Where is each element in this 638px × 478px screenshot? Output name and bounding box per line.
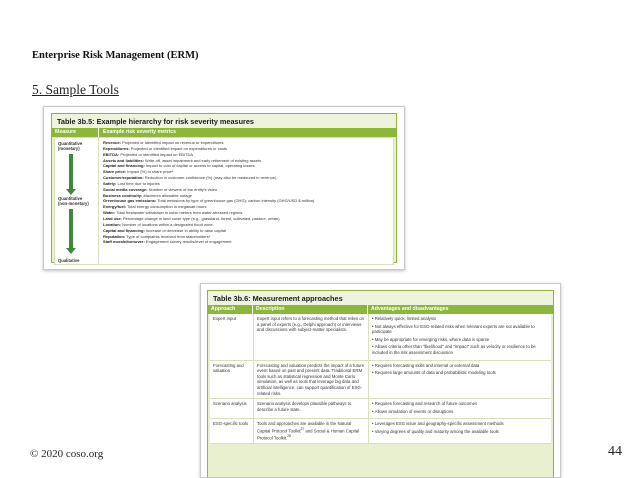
metric-description: Percentage change in land cover type (e.g., grassland, forest, cultivated, pasture, urban) — [121, 215, 280, 221]
metric-name: Water: — [103, 210, 116, 216]
arrow-shaft — [69, 154, 73, 190]
metric-name: Expenditures: — [103, 145, 130, 151]
metric-name: Capital and financing: — [103, 163, 145, 169]
measure-column — [55, 138, 99, 264]
approach-cell: Scenario analysis — [210, 399, 254, 418]
metric-name: Share price: — [103, 169, 127, 175]
metric-name: Capital and financing: — [103, 227, 145, 233]
metric-description: Total energy consumption in megawatt hours — [126, 204, 207, 210]
description-cell: Expert input refers to a forecasting method that relies on a panel of experts (e.g., Delphi approach) or interviews and discussions with subject-matter specialists. — [254, 314, 369, 360]
measurement-approaches-table — [207, 290, 554, 478]
table-row — [210, 399, 551, 419]
description-cell: Forecasting and valuation predicts the impact of a future event based on past and present data. Traditional ERM tools such as statistical regression and Monte Carlo simulation, as well as tools that leverage big data and artificial intelligence, can support quantification of ESG-related risks. — [254, 361, 369, 399]
metric-name: Location: — [103, 221, 121, 227]
metric-description: Impact (%) in share price* — [126, 169, 174, 175]
advantage-point: • Requires forecasting and research of future outcomes — [372, 401, 548, 407]
advantage-point: • Leverages ESG issue and geography-specific assessment methods — [372, 421, 548, 427]
advantage-point: • Allows simulation of events or disruptions — [372, 409, 548, 415]
metric-description: Increase or decrease in ability to raise capital — [144, 227, 226, 233]
risk-severity-table — [51, 113, 397, 263]
table-row — [210, 361, 551, 400]
table-caption: Table 3b.5: Example hierarchy for risk severity measures — [52, 114, 396, 128]
table-caption: Table 3b.6: Measurement approaches — [208, 291, 553, 305]
advantage-point: • Varying degrees of quality and maturity among the available tools — [372, 429, 548, 435]
footnote-ref: 27 — [300, 426, 305, 431]
approach-cell: Forecasting and valuation — [210, 361, 254, 399]
metric-description: Type of complaints received from stakeholders* — [125, 233, 211, 239]
metric-name: Customer/reputation: — [103, 175, 144, 181]
metric-name: Staff morale/turnover: — [103, 239, 145, 245]
table-row — [210, 314, 551, 361]
measure-quantitative-nonmonetary: Quantitative (non-monetary) — [58, 196, 89, 206]
metric-name: Energy/fuel: — [103, 204, 127, 210]
description-text: and Social & Human Capital Protocol Toolkit. — [257, 428, 360, 441]
advantages-cell — [369, 361, 551, 399]
metric-name: Assets and liabilities: — [103, 157, 144, 163]
advantage-point: • Requires large amounts of data and probabilistic modeling tools — [372, 370, 548, 376]
metric-description: Projected or identified impact on EBITDA — [119, 151, 194, 157]
column-header-measure: Measure — [55, 129, 77, 135]
risk-severity-table-image — [43, 106, 405, 270]
approach-cell: ESG-specific tools — [210, 419, 254, 443]
metric-description: Total emissions by type of greenhouse gas (GHG); carbon intensity (GHG/USD $ million) — [156, 198, 315, 204]
metric-name: Greenhouse gas emissions: — [103, 198, 157, 204]
metric-description: Lost time due to injuries — [116, 180, 160, 186]
metric-name: Land use: — [103, 215, 122, 221]
table-body — [54, 137, 394, 265]
metric-description: Projected or identified impact on revenue or expenditures — [121, 140, 224, 145]
metric-name: Social media coverage: — [103, 186, 148, 192]
advantage-point: • Allows criteria other than "likelihood" and "impact" such as velocity or resilience to be included in the risk assessment discussion — [372, 344, 548, 355]
metric-name: Business continuity: — [103, 192, 143, 198]
down-arrow-icon — [66, 189, 76, 195]
metric-name: Safety: — [103, 180, 117, 186]
metric-description: Impact to cost of capital or access to capital, operating losses — [144, 163, 255, 169]
metric-name: EBITDA: — [103, 151, 120, 157]
advantages-cell — [369, 419, 551, 443]
column-header-metrics: Example risk severity metrics — [98, 128, 396, 137]
metric-description: Number of viewers of the entity's video — [147, 186, 218, 192]
metric-description: Projected or identified impact on expenditures or costs — [129, 145, 228, 151]
metric-name: Reputation: — [103, 233, 126, 239]
measurement-approaches-table-image — [200, 283, 561, 478]
section-title: 5. Sample Tools — [32, 82, 119, 97]
down-arrow-icon — [66, 248, 76, 254]
advantage-point: • May be appropriate for emerging risks, where data is sparse — [372, 337, 548, 343]
column-header-approach: Approach — [211, 306, 236, 312]
advantages-cell — [369, 399, 551, 418]
metrics-list — [99, 138, 393, 264]
metric-description: Maximum allowable outage — [142, 192, 192, 198]
metric-description: Write-off, asset impairment and early retirement of existing assets — [143, 157, 262, 163]
advantage-point: • Requires forecasting skills and internal or external data — [372, 363, 548, 369]
advantages-cell — [369, 314, 551, 360]
description-cell — [254, 419, 369, 443]
column-header-description: Description — [252, 305, 367, 314]
measure-qualitative: Qualitative — [58, 258, 80, 263]
metric-description: Total freshwater withdrawn in cubic meters from water-stressed regions — [115, 210, 243, 216]
description-cell: Scenario analysis develops plausible pathways to describe a future state. — [254, 399, 369, 418]
description-text: Tools and approaches are available in the Natural Capital Protocol Toolkit — [257, 421, 352, 434]
metric-description: Number of locations within a designated flood zone — [121, 221, 213, 227]
page-number: 44 — [608, 444, 622, 459]
measure-quantitative-monetary: Quantitative (monetary) — [58, 141, 83, 151]
approach-cell: Expert input — [210, 314, 254, 360]
advantage-point: • Relatively quick, limited analysis — [372, 316, 548, 322]
footnote-ref: 28 — [287, 433, 291, 438]
metric-description: Reduction in customer confidence (%) (may also be measured in revenue) — [143, 175, 277, 181]
table-header-row — [208, 305, 553, 314]
column-header-advantages: Advantages and disadvantages — [367, 305, 553, 314]
table-header-row — [52, 128, 396, 137]
advantage-point: • Not always effective for ESG-related risks when relevant experts are not available to participate — [372, 324, 548, 335]
metric-row — [103, 239, 389, 245]
arrow-shaft — [69, 209, 73, 249]
org-label: Enterprise Risk Management (ERM) — [32, 50, 199, 61]
metric-name: Revenue: — [103, 140, 122, 145]
table-row — [210, 419, 551, 444]
copyright: © 2020 coso.org — [30, 448, 104, 460]
table-body — [210, 314, 551, 444]
metric-description: Engagement survey results/level of engagement — [144, 239, 232, 245]
